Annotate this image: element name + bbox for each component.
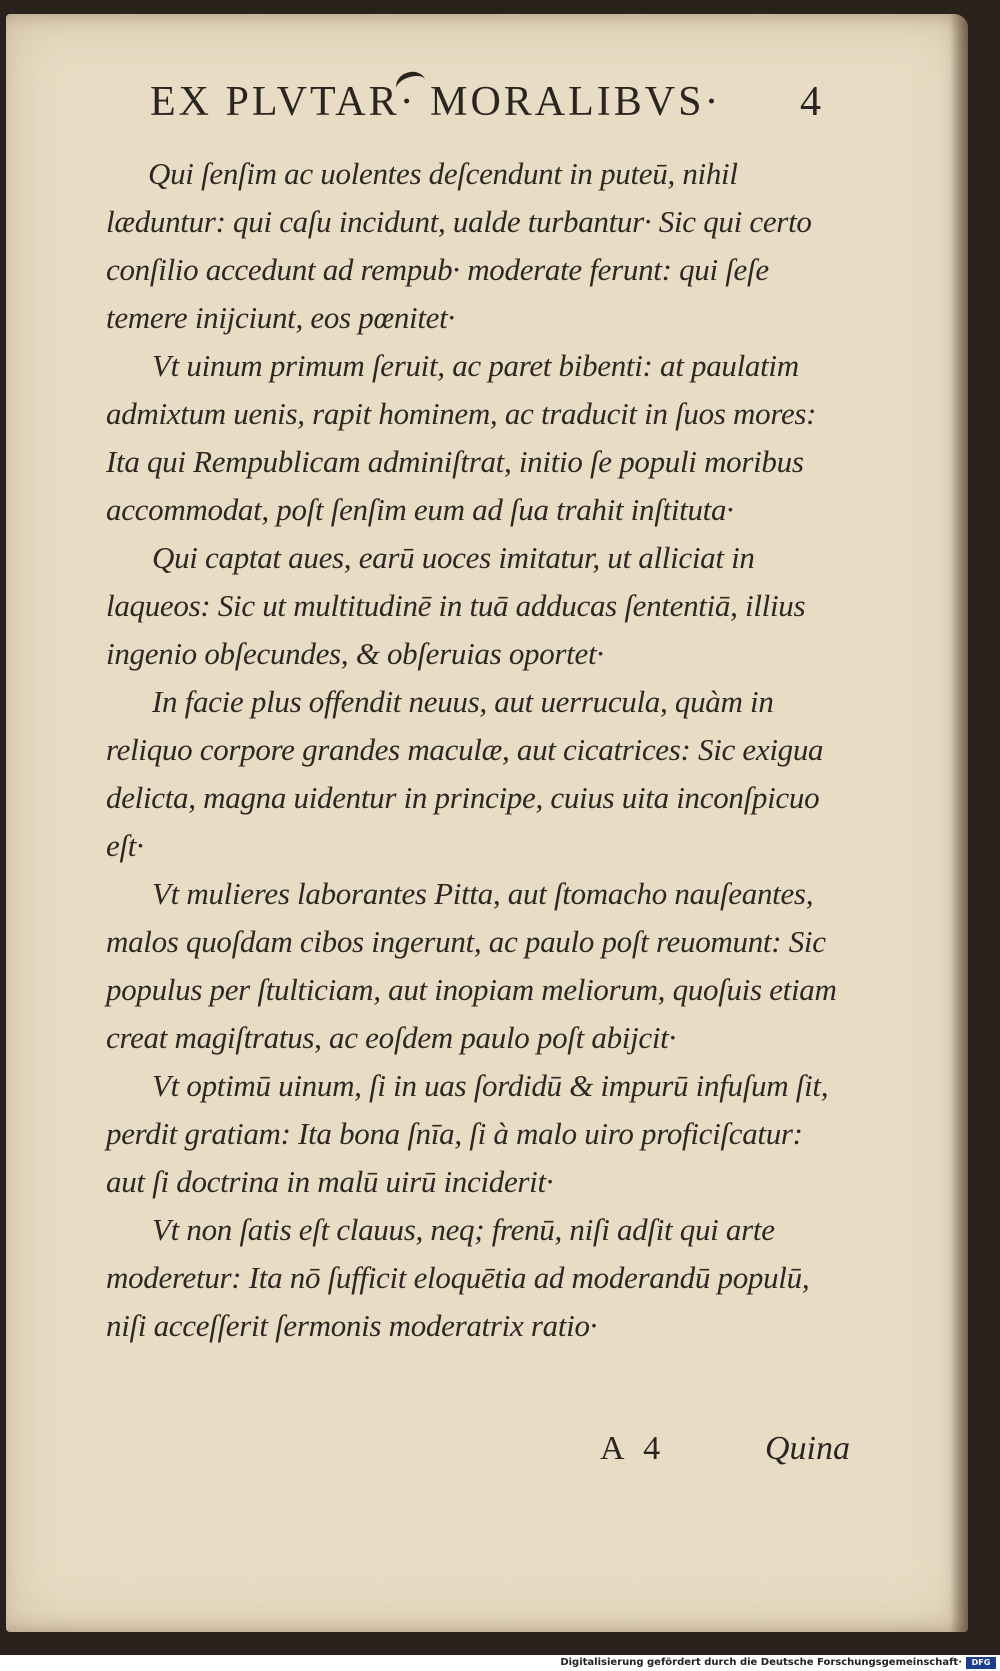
credit-text: Digitalisierung gefördert durch die Deutsche Forschungsgemeinschaft· (560, 1657, 962, 1668)
paragraph: Qui ſenſim ac uolentes deſcendunt in puteū, nihil læduntur: qui caſu incidunt, ualde turbantur· Sic qui certo conſilio accedunt ad rempub· moderate ferunt: qui ſeſe temere inijciunt, eos pœnitet· (106, 156, 812, 335)
dfg-logo: DFG (966, 1657, 996, 1669)
running-header (150, 78, 830, 138)
page-footer (600, 1430, 850, 1480)
paragraph: Vt non ſatis eſt clauus, neq; frenū, niſi adſit qui arte moderetur: Ita nō ſufficit eloquētia ad moderandū populū, niſi acceſſerit ſermonis moderatrix ratio· (106, 1212, 810, 1343)
main-text-block (106, 150, 842, 1350)
paragraph: Vt optimū uinum, ſi in uas ſordidū & impurū infuſum ſit, perdit gratiam: Ita bona ſnīa, ſi à malo uiro proficiſcatur: aut ſi doctrina in malū uirū inciderit· (106, 1068, 829, 1199)
page-edge-shadow (950, 14, 968, 1632)
paragraph: Vt uinum primum ſeruit, ac paret bibenti: at paulatim admixtum uenis, rapit hominem, ac traducit in ſuos mores: Ita qui Rempublicam adminiſtrat, initio ſe populi moribus accommodat, poſt ſenſim eum ad ſua trahit inſtituta· (106, 348, 817, 527)
paragraph: Vt mulieres laborantes Pitta, aut ſtomacho nauſeantes, malos quoſdam cibos ingerunt, ac paulo poſt reuomunt: Sic populus per ſtulticiam, aut inopiam meliorum, quoſuis etiam creat magiſtratus, ac eoſdem paulo poſt abijcit· (106, 876, 837, 1055)
catchword: Quina (765, 1430, 850, 1467)
signature-mark: A 4 (600, 1430, 667, 1467)
paragraph: Qui captat aues, earū uoces imitatur, ut alliciat in laqueos: Sic ut multitudinē in tuā adducas ſententiā, illius ingenio obſecundes, & obſeruias oportet· (106, 540, 806, 671)
paragraph: In facie plus offendit neuus, aut uerrucula, quàm in reliquo corpore grandes maculæ, aut cicatrices: Sic exigua delicta, magna uidentur in principe, cuius uita inconſpicuo eſt· (106, 684, 824, 863)
running-title: EX PLVTAR· MORALIBVS· (150, 79, 722, 125)
digitization-credit-bar (0, 1655, 1000, 1671)
page-number: 4 (800, 79, 824, 125)
